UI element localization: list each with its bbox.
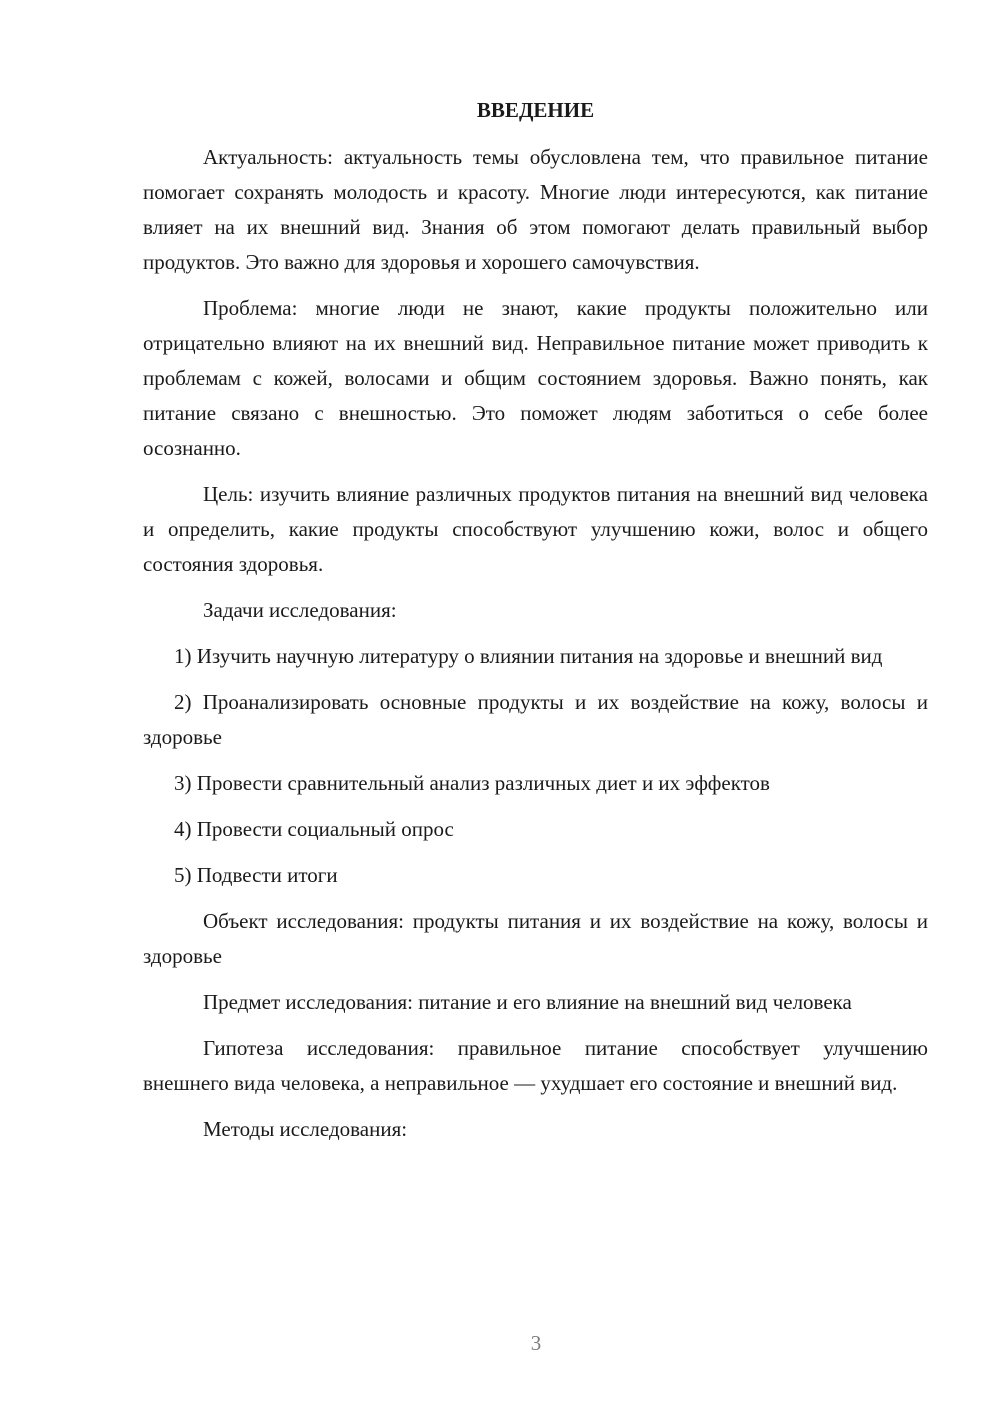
- section-title: ВВЕДЕНИЕ: [476, 98, 595, 122]
- page-number: 3: [530, 1331, 542, 1355]
- subject-paragraph: Предмет исследования: питание и его влияние на внешний вид человека: [203, 990, 852, 1014]
- object-paragraph: Объект исследования: продукты питания и их воздействие на кожу, волосы и здоровье: [143, 909, 928, 968]
- hypothesis-paragraph: Гипотеза исследования: правильное питание способствует улучшению внешнего вида человека, а неправильное — ухудшает его состояние и внешний вид.: [143, 1036, 928, 1095]
- task-item: 4) Провести социальный опрос: [174, 817, 454, 841]
- task-item: 1) Изучить научную литературу о влиянии питания на здоровье и внешний вид: [174, 644, 883, 668]
- tasks-heading: Задачи исследования:: [203, 598, 397, 622]
- relevance-paragraph: Актуальность: актуальность темы обусловлена тем, что правильное питание помогает сохранять молодость и красоту. Многие люди интересуются, как питание влияет на их внешний вид. Знания об этом помогают делать правильный выбор продуктов. Это важно для здоровья и хорошего самочувствия.: [143, 145, 928, 274]
- problem-paragraph: Проблема: многие люди не знают, какие продукты положительно или отрицательно влияют на их внешний вид. Неправильное питание может приводить к проблемам с кожей, волосами и общим состоянием здоровья. Важно понять, как питание связано с внешностью. Это поможет людям заботиться о себе более осознанно.: [143, 296, 928, 460]
- document-page: [143, 93, 928, 1158]
- task-item: 3) Провести сравнительный анализ различных диет и их эффектов: [174, 771, 770, 795]
- goal-paragraph: Цель: изучить влияние различных продуктов питания на внешний вид человека и определить, какие продукты способствуют улучшению кожи, волос и общего состояния здоровья.: [143, 482, 928, 576]
- task-item: 2) Проанализировать основные продукты и их воздействие на кожу, волосы и здоровье: [143, 690, 928, 749]
- methods-heading: Методы исследования:: [203, 1117, 408, 1141]
- task-item: 5) Подвести итоги: [174, 863, 338, 887]
